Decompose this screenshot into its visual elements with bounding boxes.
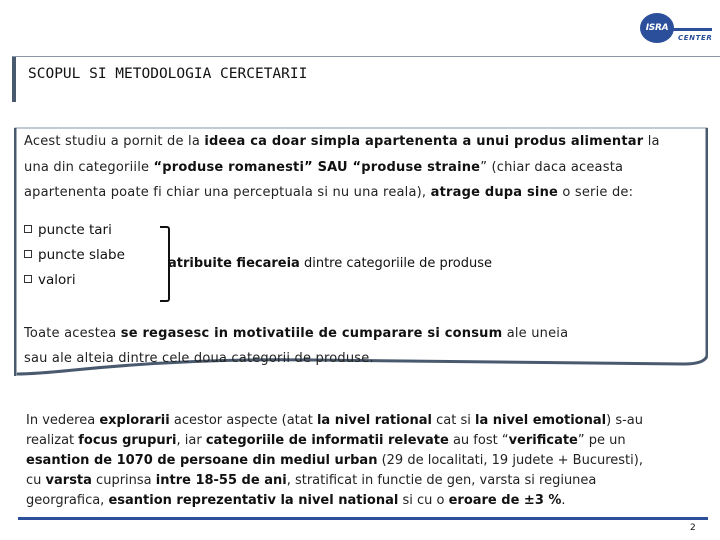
attribute-text: atribuite fiecareia dintre categoriile de produse bbox=[168, 256, 492, 271]
methodology-paragraph bbox=[26, 411, 706, 511]
methodology-line-3: esantion de 1070 de persoane din mediul urban (29 de localitati, 19 judete + Bucuresti), bbox=[26, 453, 643, 468]
title-box bbox=[12, 56, 456, 102]
title-rule bbox=[12, 56, 720, 57]
checkbox-bullet-icon bbox=[24, 275, 32, 283]
intro-line-2: una din categoriile “produse romanesti” SAU “produse straine” (chiar daca aceasta bbox=[24, 160, 624, 175]
methodology-line-4: cu varsta cuprinsa intre 18-55 de ani, stratificat in functie de gen, varsta si regiunea bbox=[26, 473, 597, 488]
logo-bar bbox=[668, 28, 712, 31]
intro-line-3: apartenenta poate fi chiar una perceptuala si nu una reala), atrage dupa sine o serie de: bbox=[24, 185, 634, 200]
logo-wordmark: CENTER bbox=[678, 34, 713, 42]
page-number: 2 bbox=[690, 523, 696, 533]
logo-mark: ISRA bbox=[640, 13, 674, 43]
closing-line-1: Toate acestea se regasesc in motivatiile de cumparare si consum ale uneia bbox=[24, 326, 569, 341]
list-item: puncte tari bbox=[24, 222, 112, 242]
page-title: SCOPUL SI METODOLOGIA CERCETARII bbox=[28, 66, 308, 82]
intro-line-1: Acest studiu a pornit de la ideea ca doar simpla apartenenta a unui produs alimentar la bbox=[24, 134, 660, 149]
methodology-line-1: In vederea explorarii acestor aspecte (atat la nivel rational cat si la nivel emotional) s-au bbox=[26, 413, 643, 428]
context-panel bbox=[14, 124, 708, 376]
isra-center-logo bbox=[638, 10, 714, 46]
methodology-line-5: georgrafica, esantion reprezentativ la nivel national si cu o eroare de ±3 %. bbox=[26, 493, 566, 508]
closing-line-2: sau ale alteia dintre cele doua categorii de produse. bbox=[24, 351, 374, 366]
checkbox-bullet-icon bbox=[24, 225, 32, 233]
list-item: valori bbox=[24, 272, 76, 292]
methodology-line-2: realizat focus grupuri, iar categoriile de informatii relevate au fost “verificate” pe un bbox=[26, 433, 626, 448]
list-item: puncte slabe bbox=[24, 247, 125, 267]
checkbox-bullet-icon bbox=[24, 250, 32, 258]
footer-rule bbox=[18, 517, 708, 520]
